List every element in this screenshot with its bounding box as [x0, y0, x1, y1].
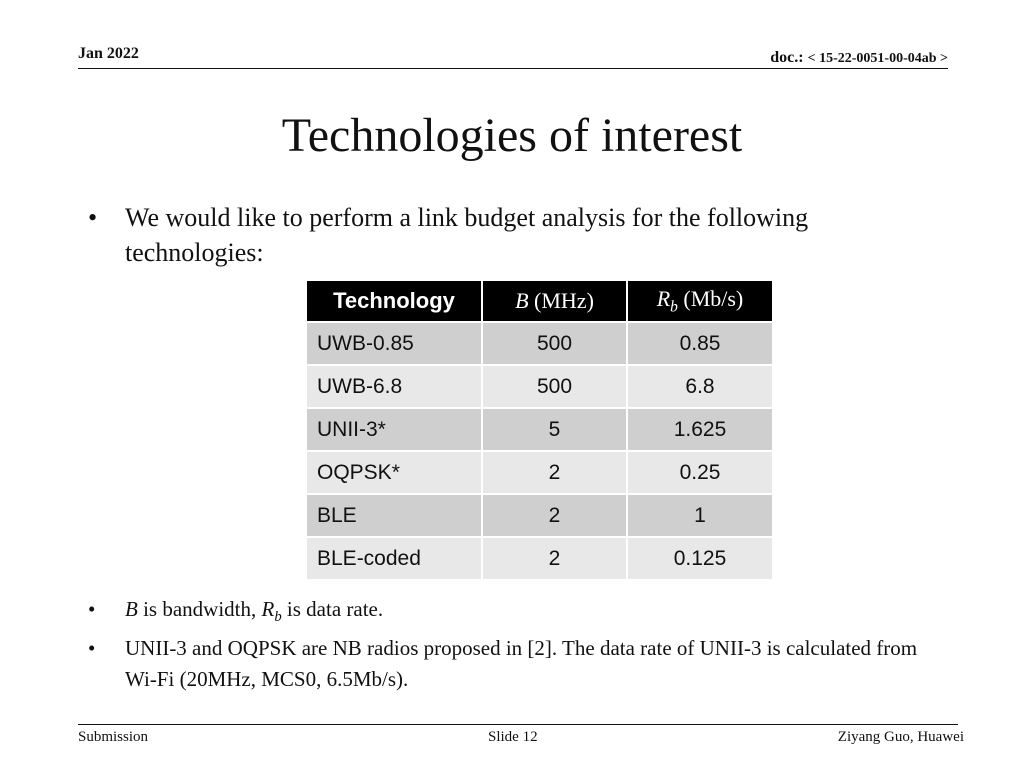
technology-table [305, 279, 774, 581]
cell-rate: 0.85 [627, 322, 773, 365]
header-rule [78, 68, 948, 69]
note-bullet [88, 633, 938, 695]
cell-bandwidth: 500 [482, 365, 627, 408]
cell-bandwidth: 5 [482, 408, 627, 451]
bullet-dot: • [88, 203, 98, 232]
intro-bullet [88, 200, 938, 270]
table-row [306, 322, 773, 365]
cell-rate: 0.125 [627, 537, 773, 580]
table-row [306, 494, 773, 537]
doc-prefix: doc.: [770, 49, 804, 66]
col-header-rate: $R_b$ (Mb/s) [627, 280, 773, 322]
cell-technology: UWB-6.8 [306, 365, 482, 408]
cell-technology: UNII-3* [306, 408, 482, 451]
cell-rate: 1 [627, 494, 773, 537]
header-doc-id [770, 49, 948, 67]
bullet-dot: • [88, 597, 96, 621]
cell-technology: OQPSK* [306, 451, 482, 494]
footer-rule [78, 724, 958, 725]
footer-author: Ziyang Guo, Huawei [837, 729, 964, 745]
slide-title: Technologies of interest [281, 109, 743, 162]
footer-left: Submission [78, 729, 149, 745]
note-bullet [88, 594, 938, 633]
notes-bullet-list [88, 594, 938, 695]
note-text: UNII-3 and OQPSK are NB radios proposed in [2]. The data rate of UNII-3 is calculated from Wi-Fi (20MHz, MCS0, 6.5Mb/s). [125, 636, 918, 692]
bullet-dot: • [88, 636, 96, 661]
cell-technology: BLE-coded [306, 537, 482, 580]
cell-technology: UWB-0.85 [306, 322, 482, 365]
cell-rate: 1.625 [627, 408, 773, 451]
note-text: B is bandwidth, $R_b$ is data rate. [125, 597, 384, 626]
col-header-bandwidth: B (MHz) [482, 280, 627, 322]
doc-code: < 15-22-0051-00-04ab > [807, 51, 948, 66]
table-row [306, 451, 773, 494]
cell-rate: 0.25 [627, 451, 773, 494]
table-row [306, 365, 773, 408]
col-header-technology: Technology [306, 280, 482, 322]
table-row [306, 408, 773, 451]
table-row [306, 537, 773, 580]
cell-bandwidth: 2 [482, 451, 627, 494]
cell-rate: 6.8 [627, 365, 773, 408]
table-header-row [306, 280, 773, 322]
cell-bandwidth: 500 [482, 322, 627, 365]
cell-technology: BLE [306, 494, 482, 537]
cell-bandwidth: 2 [482, 537, 627, 580]
intro-text: We would like to perform a link budget analysis for the following technologies: [125, 203, 809, 267]
slide-number: Slide 12 [488, 729, 538, 745]
intro-bullet-list [88, 200, 938, 270]
header-date: Jan 2022 [78, 45, 139, 62]
cell-bandwidth: 2 [482, 494, 627, 537]
